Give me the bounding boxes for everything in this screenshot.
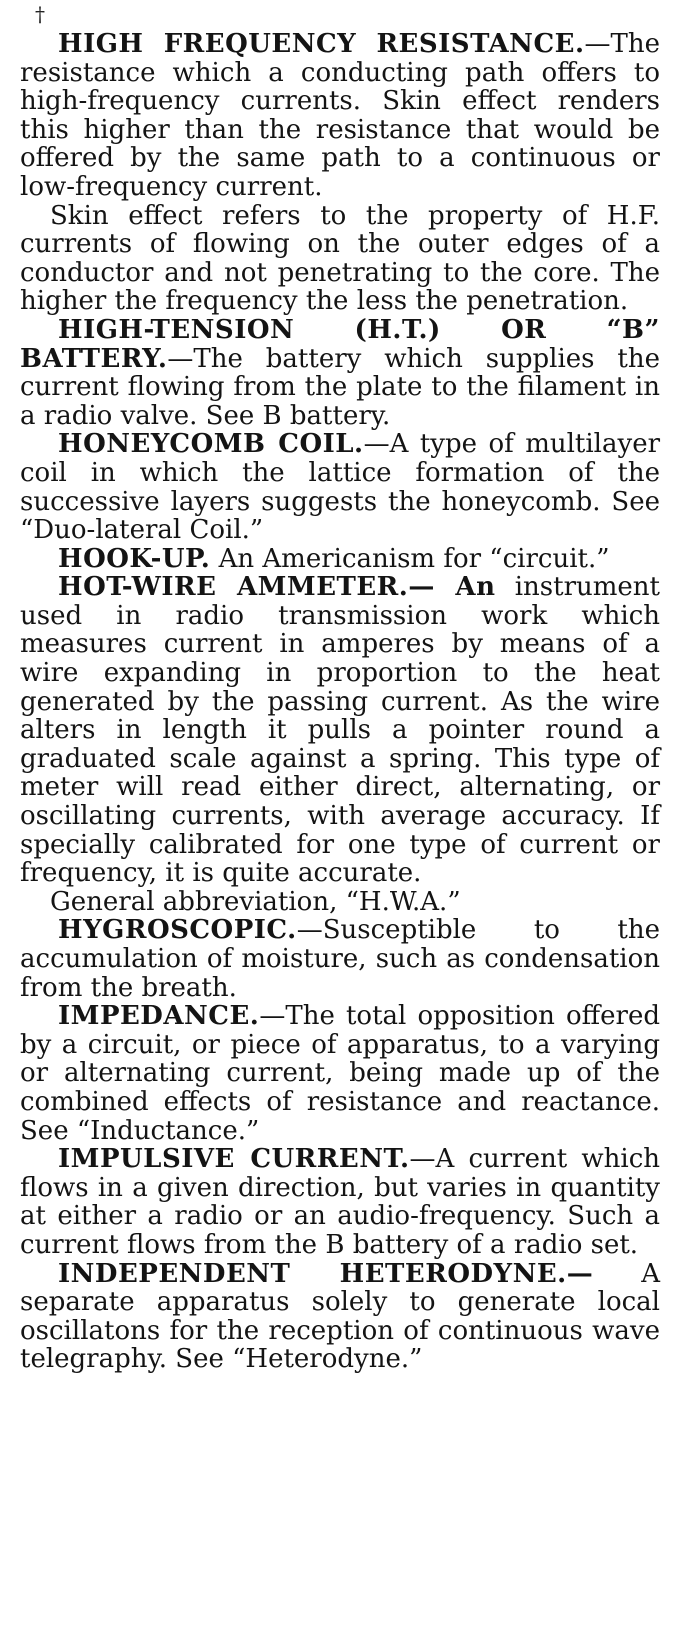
entry-high-frequency-resistance xyxy=(20,30,660,316)
entry-term: HYGROSCOPIC. xyxy=(58,915,297,946)
entry-paragraph xyxy=(20,430,660,544)
entry-paragraph xyxy=(20,30,660,202)
entry-separator xyxy=(210,544,218,574)
entry-paragraph xyxy=(20,916,660,1002)
entry-paragraph xyxy=(20,573,660,888)
entry-body: instrument used in radio transmission work which measures current in amperes by means of a wire expanding in proportion to the heat generated by the passing current. As the wire alters in length it pulls a pointer round a graduated scale against a spring. This type of meter will read either direct, alternating, or oscillating currents, with average accuracy. If specially calibrated for one type of current or frequency, it is quite accurate. xyxy=(20,572,660,889)
entry-body: A type of multilayer coil in which the lattice formation of the successive layers suggests the honeycomb. See “Duo-lateral Coil.” xyxy=(20,429,661,546)
entry-separator: — xyxy=(296,915,323,946)
entry-paragraph xyxy=(20,316,660,430)
entry-body: An Americanism for “circuit.” xyxy=(218,543,610,574)
entry-continuation: General abbreviation, “H.W.A.” xyxy=(50,886,461,917)
stray-ink-mark: † xyxy=(35,2,45,26)
entry-separator xyxy=(593,1259,641,1289)
entry-term: HOOK-UP. xyxy=(58,543,211,574)
entry-term: IMPULSIVE CURRENT. xyxy=(58,1144,410,1175)
entry-paragraph xyxy=(20,1260,660,1374)
entry-separator xyxy=(495,572,514,602)
entry-high-tension-battery xyxy=(20,316,660,430)
entry-impedance xyxy=(20,1002,660,1145)
entry-continuation: Skin effect refers to the property of H.F. currents of flowing on the outer edges of a conductor and not penetrating to the core. The higher the frequency the less the penetration. xyxy=(20,200,660,317)
entry-body: Susceptible to the accumulation of moisture, such as condensation from the breath. xyxy=(20,915,660,1003)
entry-hygroscopic xyxy=(20,916,660,1002)
entry-paragraph xyxy=(20,545,660,574)
entry-body: The total opposition offered by a circuit, or piece of apparatus, to a varying or alternating current, being made up of the combined effects of resistance and reactance. See “Inductance.” xyxy=(20,1001,660,1146)
entry-term: HIGH-TENSION (H.T.) OR “B” BATTERY. xyxy=(20,314,660,374)
entry-body: A current which flows in a given direction, but varies in quantity at either a radio or an audio-frequency. Such a current flows from the B battery of a radio set. xyxy=(20,1144,660,1260)
glossary-column xyxy=(20,30,660,1374)
entry-paragraph xyxy=(20,1145,660,1259)
entry-term: HONEYCOMB COIL. xyxy=(58,429,364,460)
entry-separator: — xyxy=(409,1144,436,1175)
entry-body: The battery which supplies the current flowing from the plate to the filament in a radio valve. See B battery. xyxy=(20,343,660,431)
entry-hot-wire-ammeter xyxy=(20,573,660,916)
entry-honeycomb-coil xyxy=(20,430,660,544)
entry-term: IMPEDANCE. xyxy=(58,1001,260,1032)
entry-paragraph xyxy=(20,1002,660,1145)
entry-term: HIGH FREQUENCY RESISTANCE. xyxy=(58,29,585,59)
entry-term: HOT-WIRE AMMETER.— An xyxy=(58,572,496,603)
entry-body: A separate apparatus solely to generate local oscillatons for the reception of continuous wave telegraphy. See “Heterodyne.” xyxy=(20,1258,660,1375)
entry-separator: — xyxy=(167,343,194,374)
entry-impulsive-current xyxy=(20,1145,660,1259)
entry-body: —The resistance which a conducting path offers to high-frequency currents. Skin effect renders this higher than the resistance that would be offered by the same path to a continuous or low-frequency current. xyxy=(20,29,660,202)
entry-separator: — xyxy=(363,429,390,460)
entry-separator: — xyxy=(259,1001,286,1032)
entry-hook-up xyxy=(20,545,660,574)
entry-term: INDEPENDENT HETERODYNE.— xyxy=(58,1258,594,1289)
entry-independent-heterodyne xyxy=(20,1260,660,1374)
